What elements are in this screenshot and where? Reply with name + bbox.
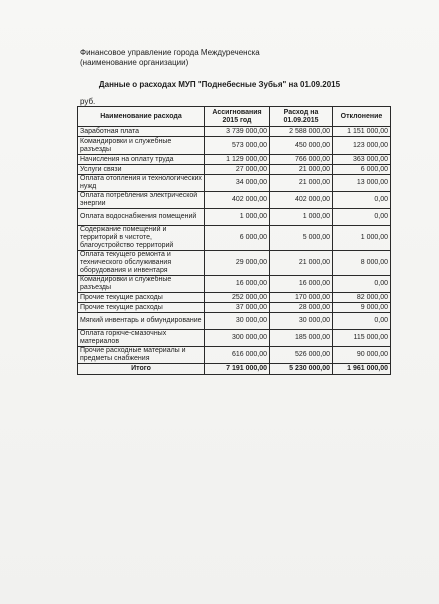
expense-name-cell: Прочие расходные материалы и предметы снабжения — [78, 347, 205, 364]
table-row — [78, 209, 391, 226]
total-label: Итого — [78, 364, 205, 375]
table-row — [78, 155, 391, 165]
total-row — [78, 364, 391, 375]
expense-name-cell: Оплата потребления электрической энергии — [78, 192, 205, 209]
amount-cell: 1 000,00 — [270, 209, 333, 226]
expense-name-cell: Оплата отопления и технологических нужд — [78, 175, 205, 192]
table-row — [78, 175, 391, 192]
table-row — [78, 330, 391, 347]
table-row — [78, 165, 391, 175]
expenses-table — [77, 106, 391, 375]
amount-cell: 123 000,00 — [333, 137, 391, 155]
amount-cell: 170 000,00 — [270, 293, 333, 303]
amount-cell: 450 000,00 — [270, 137, 333, 155]
expense-name-cell: Командировки и служебные разъезды — [78, 137, 205, 155]
amount-cell: 29 000,00 — [205, 251, 270, 276]
amount-cell: 0,00 — [333, 313, 391, 330]
amount-cell: 252 000,00 — [205, 293, 270, 303]
amount-cell: 0,00 — [333, 192, 391, 209]
amount-cell: 9 000,00 — [333, 303, 391, 313]
amount-cell: 185 000,00 — [270, 330, 333, 347]
table-row — [78, 192, 391, 209]
total-cell: 1 961 000,00 — [333, 364, 391, 375]
amount-cell: 5 000,00 — [270, 226, 333, 251]
total-cell: 7 191 000,00 — [205, 364, 270, 375]
column-header: Отклонение — [333, 107, 391, 127]
organization-name: Финансовое управление города Междуреченска — [80, 48, 260, 57]
expense-name-cell: Прочие текущие расходы — [78, 293, 205, 303]
amount-cell: 3 739 000,00 — [205, 127, 270, 137]
amount-cell: 1 000,00 — [333, 226, 391, 251]
amount-cell: 16 000,00 — [270, 276, 333, 293]
amount-cell: 402 000,00 — [205, 192, 270, 209]
amount-cell: 21 000,00 — [270, 165, 333, 175]
table-row — [78, 276, 391, 293]
table-row — [78, 313, 391, 330]
amount-cell: 21 000,00 — [270, 251, 333, 276]
amount-cell: 115 000,00 — [333, 330, 391, 347]
organization-caption: (наименование организации) — [80, 58, 189, 67]
table-row — [78, 127, 391, 137]
table-row — [78, 347, 391, 364]
column-header: Ассигнования 2015 год — [205, 107, 270, 127]
organization-block — [80, 48, 260, 68]
column-header: Наименование расхода — [78, 107, 205, 127]
table-header-row — [78, 107, 391, 127]
expense-name-cell: Заработная плата — [78, 127, 205, 137]
amount-cell: 402 000,00 — [270, 192, 333, 209]
amount-cell: 30 000,00 — [205, 313, 270, 330]
table-row — [78, 251, 391, 276]
column-header: Расход на 01.09.2015 — [270, 107, 333, 127]
amount-cell: 16 000,00 — [205, 276, 270, 293]
amount-cell: 82 000,00 — [333, 293, 391, 303]
amount-cell: 21 000,00 — [270, 175, 333, 192]
table-row — [78, 137, 391, 155]
amount-cell: 1 000,00 — [205, 209, 270, 226]
amount-cell: 6 000,00 — [205, 226, 270, 251]
expense-name-cell: Начисления на оплату труда — [78, 155, 205, 165]
amount-cell: 27 000,00 — [205, 165, 270, 175]
amount-cell: 766 000,00 — [270, 155, 333, 165]
amount-cell: 8 000,00 — [333, 251, 391, 276]
amount-cell: 34 000,00 — [205, 175, 270, 192]
expense-name-cell: Оплата горюче-смазочных материалов — [78, 330, 205, 347]
amount-cell: 616 000,00 — [205, 347, 270, 364]
total-cell: 5 230 000,00 — [270, 364, 333, 375]
expense-name-cell: Мягкий инвентарь и обмундирование — [78, 313, 205, 330]
amount-cell: 28 000,00 — [270, 303, 333, 313]
amount-cell: 13 000,00 — [333, 175, 391, 192]
amount-cell: 363 000,00 — [333, 155, 391, 165]
amount-cell: 526 000,00 — [270, 347, 333, 364]
amount-cell: 300 000,00 — [205, 330, 270, 347]
expense-name-cell: Оплата водоснабжения помещений — [78, 209, 205, 226]
document-title: Данные о расходах МУП "Поднебесные Зубья" на 01.09.2015 — [98, 80, 341, 89]
expense-name-cell: Прочие текущие расходы — [78, 303, 205, 313]
amount-cell: 1 151 000,00 — [333, 127, 391, 137]
table-row — [78, 303, 391, 313]
amount-cell: 6 000,00 — [333, 165, 391, 175]
amount-cell: 0,00 — [333, 209, 391, 226]
amount-cell: 0,00 — [333, 276, 391, 293]
amount-cell: 2 588 000,00 — [270, 127, 333, 137]
expense-name-cell: Командировки и служебные разъезды — [78, 276, 205, 293]
amount-cell: 1 129 000,00 — [205, 155, 270, 165]
amount-cell: 90 000,00 — [333, 347, 391, 364]
expense-name-cell: Оплата текущего ремонта и технического обслуживания оборудования и инвентаря — [78, 251, 205, 276]
table-row — [78, 293, 391, 303]
amount-cell: 30 000,00 — [270, 313, 333, 330]
currency-unit: руб. — [80, 97, 96, 106]
amount-cell: 37 000,00 — [205, 303, 270, 313]
expense-name-cell: Услуги связи — [78, 165, 205, 175]
table-row — [78, 226, 391, 251]
expense-name-cell: Содержание помещений и территорий в чистоте, благоустройство территорий — [78, 226, 205, 251]
amount-cell: 573 000,00 — [205, 137, 270, 155]
